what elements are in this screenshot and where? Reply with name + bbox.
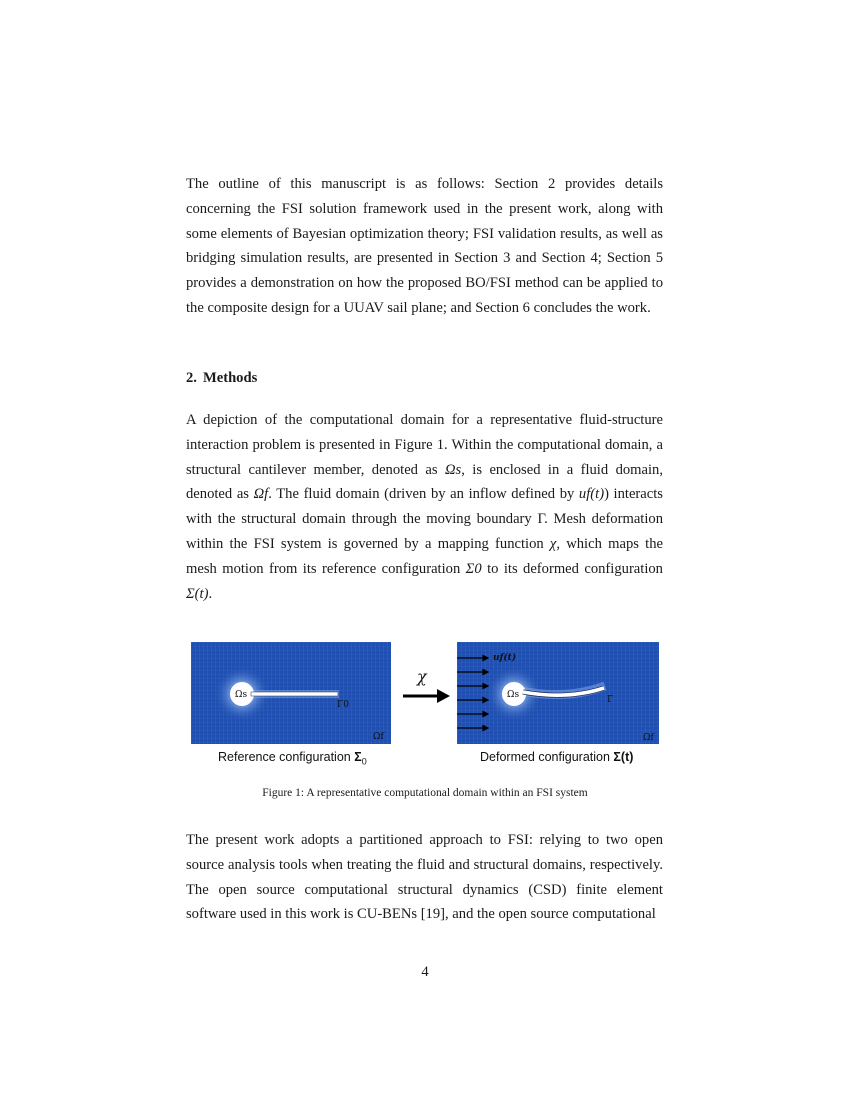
paragraph-partitioned-approach: The present work adopts a partitioned approach to FSI: relying to two open source analysis tools when treating the fluid and structural domains, respectively. The open source computational structural dynamics (CSD) finite element software used in this work is CU-BENs [19], and the open source computational: [186, 832, 663, 923]
math-sigma-0: Σ0: [465, 560, 482, 577]
paragraph-methods: A depiction of the computational domain for a representative fluid-structure interaction problem is presented in Figure 1. Within the computational domain, a structural cantilever member, denoted as Ωs, is enclosed in a fluid domain, denoted as Ωf. The fluid domain (driven by an inflow defined by uf(t)) interacts with the structural domain through the moving boundary Γ. Mesh deformation within the FSI system is governed by a mapping function χ, which maps the mesh motion from its reference configuration Σ0 to its deformed configuration Σ(t).: [186, 412, 663, 602]
section-number: 2.: [186, 370, 197, 386]
section-title: Methods: [202, 370, 258, 386]
boundary-label: Γ0: [337, 700, 349, 710]
figure-deformed-panel: [457, 642, 659, 744]
math-omega-s: Ωs: [444, 461, 462, 478]
math-chi: χ: [549, 535, 557, 552]
mapping-symbol: χ: [417, 667, 427, 686]
figure-reference-panel: [191, 642, 391, 744]
inflow-label: uf(t): [493, 653, 517, 663]
cantilever-beam: [251, 692, 338, 696]
solid-domain-label: Ωs: [507, 690, 520, 700]
mapping-arrow-icon: [403, 688, 451, 704]
section-heading-methods: [186, 370, 263, 387]
page-number: 4: [421, 964, 429, 980]
paragraph-outline: The outline of this manuscript is as follows: Section 2 provides details concerning the FSI solution framework used in the present work, along with some elements of Bayesian optimization theory; FSI validation results, as well as bridging simulation results, are presented in Section 3 and Section 4; Section 5 provides a demonstration on how the proposed BO/FSI method can be applied to the composite design for a UUAV sail plane; and Section 6 concludes the work.: [186, 176, 663, 316]
reference-configuration-label: Reference configuration $\Sigma_0$: [218, 750, 367, 767]
fluid-domain-label: Ωf: [643, 733, 654, 743]
boundary-label: Γ: [607, 695, 614, 705]
figure-caption: Figure 1: A representative computational domain within an FSI system: [262, 787, 588, 799]
solid-domain-label: Ωs: [235, 690, 248, 700]
math-inflow: uf(t): [578, 486, 605, 503]
deformed-configuration-label: Deformed configuration Σ(t): [480, 750, 634, 764]
math-sigma-t: Σ(t): [186, 585, 209, 602]
fluid-domain-label: Ωf: [373, 732, 384, 742]
math-omega-f: Ωf: [253, 486, 269, 503]
